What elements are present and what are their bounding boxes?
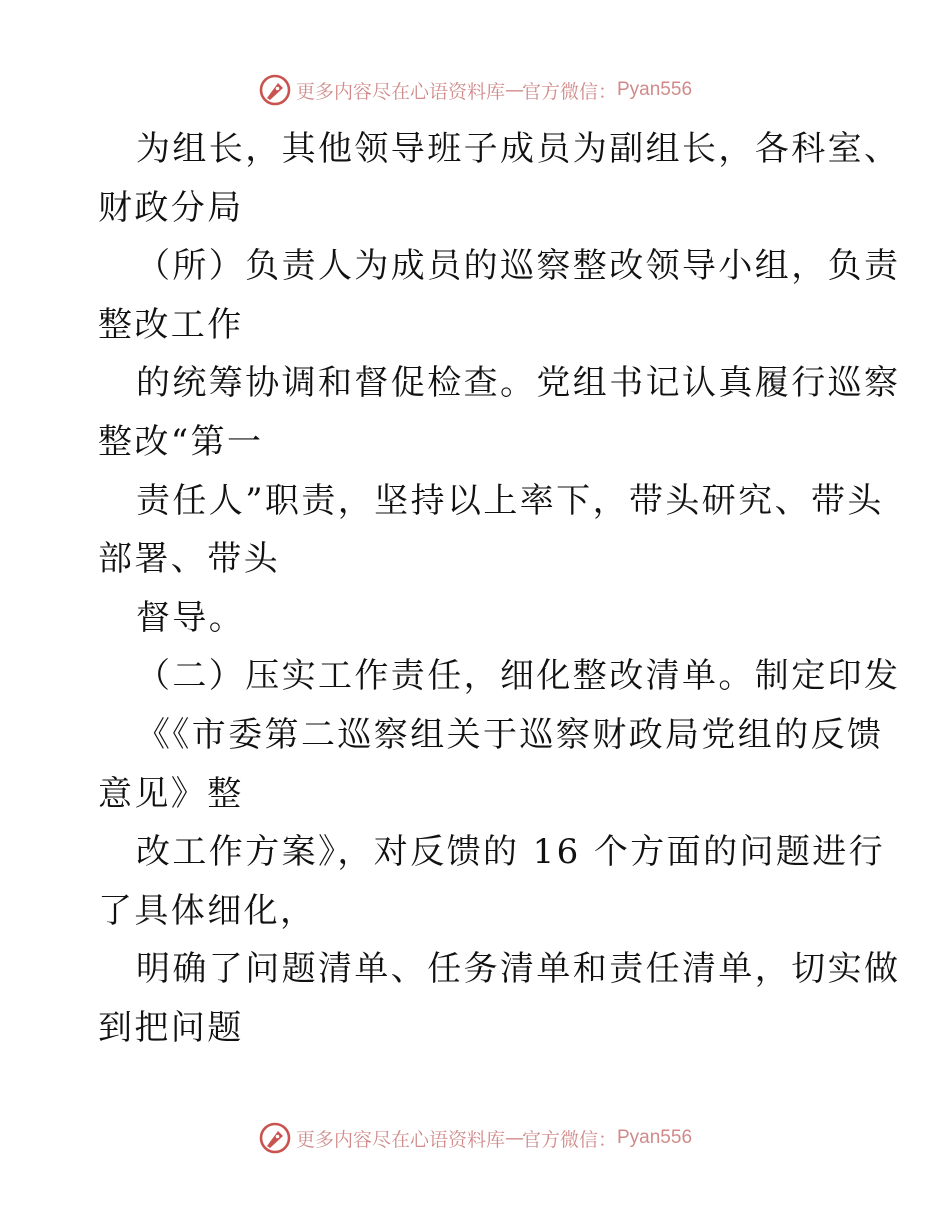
- text-line: 的统筹协调和督促检查。党组书记认真履行巡察: [136, 363, 901, 404]
- watermark-brand: 更多内容尽在心语资料库: [295, 1128, 505, 1151]
- text-line: 了具体细化，: [98, 890, 317, 931]
- watermark-wechat-id: Pyan556: [617, 1127, 693, 1148]
- watermark-separator: —: [504, 79, 522, 101]
- header-watermark: [0, 70, 950, 110]
- footer-watermark: [0, 1118, 950, 1158]
- text-line: 为组长，其他领导班子成员为副组长，各科室、: [136, 129, 901, 169]
- text-line: 整改“第一: [98, 421, 264, 462]
- document-body: [98, 120, 901, 1058]
- text-line: 财政分局: [98, 187, 244, 228]
- text-line: 改工作方案》，对反馈的 16 个方面的问题进行: [136, 832, 886, 873]
- watermark-wechat-label: 官方微信：: [521, 1128, 617, 1151]
- text-line: 整改工作: [98, 304, 244, 345]
- text-line: （所）负责人为成员的巡察整改领导小组，负责: [136, 246, 901, 287]
- text-line: 部署、带头: [98, 539, 280, 580]
- watermark-separator: —: [504, 1127, 522, 1149]
- text-line: 督导。: [136, 597, 246, 638]
- text-line: （二）压实工作责任，细化整改清单。制定印发: [136, 656, 901, 697]
- text-line: 到把问题: [98, 1007, 244, 1048]
- pen-nib-circle-logo-icon: [258, 73, 292, 107]
- text-line: 意见》整: [98, 773, 244, 814]
- watermark-wechat-id: Pyan556: [617, 79, 693, 100]
- pen-nib-circle-logo-icon: [258, 1121, 292, 1155]
- watermark-wechat-label: 官方微信：: [521, 80, 617, 103]
- text-line: 《《市委第二巡察组关于巡察财政局党组的反馈: [136, 714, 884, 755]
- watermark-brand: 更多内容尽在心语资料库: [295, 80, 505, 103]
- text-line: 责任人”职责，坚持以上率下，带头研究、带头: [136, 480, 884, 521]
- text-line: 明确了问题清单、任务清单和责任清单，切实做: [136, 949, 901, 990]
